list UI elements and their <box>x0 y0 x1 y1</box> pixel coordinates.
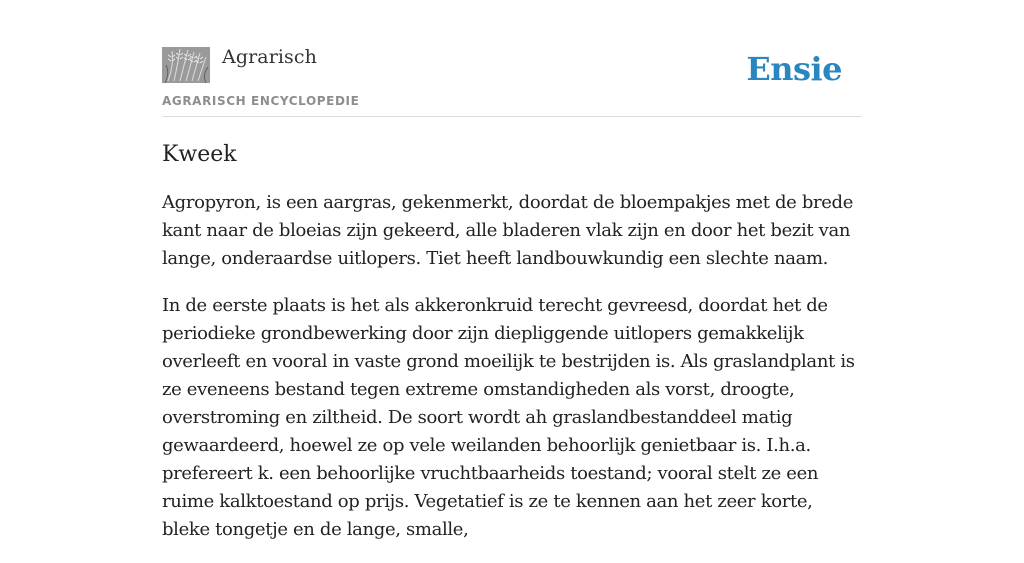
page-title: Kweek <box>162 142 237 167</box>
wheat-logo-icon[interactable] <box>162 47 210 83</box>
ensie-logo-link[interactable]: Ensie <box>746 50 842 88</box>
site-title[interactable]: Agrarisch <box>222 46 317 68</box>
site-subtitle: AGRARISCH ENCYCLOPEDIE <box>162 94 360 108</box>
article <box>162 140 862 563</box>
header <box>162 44 862 117</box>
paragraph: Agropyron, is een aargras, gekenmerkt, doordat de bloempakjes met de brede kant naar de bloeias zijn gekeerd, alle bladeren vlak zijn en door het bezit van lange, onderaardse uitlopers. Tiet heeft landbouwkundig een slechte naam. <box>162 192 854 269</box>
paragraph: In de eerste plaats is het als akkeronkruid terecht gevreesd, doordat het de periodieke grondbewerking door zijn diepliggende uitlopers gemakkelijk overleeft en vooral in vaste grond moeilijk te bestrijden is. Als graslandplant is ze eveneens bestand tegen extreme omstandigheden als vorst, droogte, overstroming en ziltheid. De soort wordt ah graslandbestanddeel matig gewaardeerd, hoewel ze op vele weilanden behoorlijk genietbaar is. I.h.a. prefereert k. een behoorlijke vruchtbaarheids toestand; vooral stelt ze een ruime kalktoestand op prijs. Vegetatief is ze te kennen aan het zeer korte, bleke tongetje en de lange, smalle, <box>162 295 855 540</box>
